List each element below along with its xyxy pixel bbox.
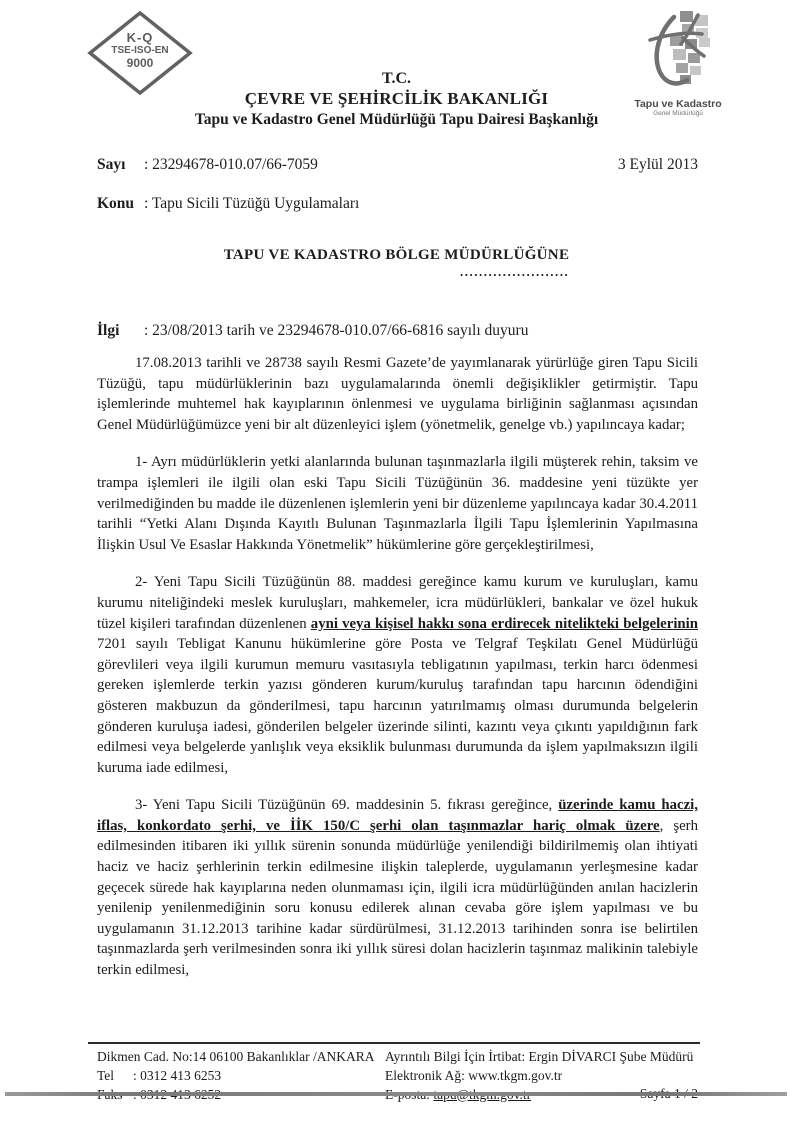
sayi-row: [97, 156, 698, 174]
footer-tel-row: [97, 1067, 385, 1086]
kq-logo-text: [86, 30, 194, 70]
letter-body: [97, 353, 698, 998]
document-date: 3 Eylül 2013: [617, 156, 698, 173]
footer-contact: Ayrıntılı Bilgi İçin İrtibat: Ergin DİVARCI Şube Müdürü: [385, 1049, 694, 1064]
footer-tel-value: : 0312 413 6253: [133, 1067, 222, 1083]
konu-row: [97, 195, 698, 213]
paragraph-item-3: [97, 795, 698, 980]
footer-web: Elektronik Ağ: www.tkgm.gov.tr: [385, 1067, 563, 1083]
item-2-emphasis: ayni veya kişisel hakkı sona erdirecek nitelikteki belgelerinin: [310, 615, 698, 632]
recipient-title: TAPU VE KADASTRO BÖLGE MÜDÜRLÜĞÜNE: [223, 247, 570, 263]
item-2-post: 7201 sayılı Tebligat Kanunu hükümlerine göre Posta ve Telgraf Teşkilatı Genel Müdürlüğü görevlileri veya ilgili kurumun memuru vasıtasıyla tebligatının yapılması, terkin harcı ödenmesi gereken işlemlerde terkin yazısı gönderen kurum/kuruluş tarafından tapu harcının ödendiğini gösteren makbuzun da gönderilmesi, tapu harcının yatırılmamış olması durumunda belgelerin gönderen kuruluşa iadesi, gönderilen belgeler üzerinde silinti, kazıntı veya çıkıntı yapıldığının fark edilmesi veya belgelerde yanlışlık veya eksiklik bulunması durumunda da işlem yapılmaksızın ilgili kuruma iade edilmesi,: [97, 636, 698, 776]
item-3-pre: 3- Yeni Tapu Sicili Tüzüğünün 69. maddesinin 5. fıkrası gereğince,: [135, 797, 559, 814]
sayi-value: : 23294678-010.07/66-7059: [144, 156, 318, 173]
paragraph-intro: 17.08.2013 tarihli ve 28738 sayılı Resmi Gazete’de yayımlanarak yürürlüğe giren Tapu Sicili Tüzüğü, tapu müdürlüklerinin bazı uygulamalarında önemli değişiklikler getirmiştir. Tapu işlemlerinde muhtemel hak kayıplarının önlenmesi ve uygulama birliğinin sağlanması açısından Genel Müdürlüğümüzce yeni bir alt düzenleyici işlem (yönetmelik, genelge vb.) yapılıncaya kadar;: [97, 355, 698, 433]
item-3-emphasis: üzerinde kamu haczi, iflas, konkordato şerhi, ve İİK 150/C şerhi olan taşınmazlar hariç olmak üzere: [97, 797, 698, 834]
letterhead-department: Tapu ve Kadastro Genel Müdürlüğü Tapu Dairesi Başkanlığı: [194, 111, 599, 128]
tk-logo-name: Tapu ve Kadastro: [634, 98, 722, 110]
tk-emblem-icon: [638, 10, 718, 92]
footer: [88, 1042, 700, 1106]
tapu-kadastro-logo: [618, 10, 738, 117]
kq-logo-line2: TSE-ISO-EN: [111, 45, 169, 56]
item-2-pre: 2- Yeni Tapu Sicili Tüzüğünün 88. maddesi gereğince kamu kurum ve kuruluşları, kamu kurumu niteliğindeki meslek kuruluşları, mahkemeler, icra müdürlükleri, bankalar ve özel hukuk tüzel kişileri tarafından düzenlenen: [97, 574, 698, 632]
recipient-dots: .......................: [460, 264, 570, 279]
recipient-inner: [224, 247, 570, 277]
kq-logo-line3: 9000: [126, 56, 154, 70]
item-3-post: , şerh edilmesinden itibaren iki yıllık sürenin sonunda müdürlüğe yenilendiği bildirilmemiş olan ihtiyati haciz ve haciz şerhlerinin terkin edilmesine ilişkin taleplerde, uygulamanın yerleşmesine kadar geçecek sürede hak kayıplarına neden olunmaması için, ilgili icra müdürlüğünden anılan hacizlerin yenilenip yenilenmediğinin soru konusu edilerek alınan cevaba göre işlem yapılması ve bu uygulamanın 31.12.2013 tarihine kadar sürdürülmesi, 31.12.2013 tarihinden sonra ise belirtilen taşınmazlarda şerh verilmesinden sonra iki yıllık süresi dolan hacizlerin taşınmaz malikinin talebiyle terkin edilmesi,: [97, 817, 698, 979]
paragraph-item-1: 1- Ayrı müdürlüklerin yetki alanlarında bulunan taşınmazlarla ilgili müşterek rehin, taksim ve trampa işlemleri ile ilgili olan eski Tapu Sicili Tüzüğünün 36. maddesine yeni tüzükte yer verilmediğinden bu madde ile düzenlenen işlemlerin yeni bir düzenleme yapılıncaya kadar 30.4.2011 tarihli “Yetki Alanı Dışında Kayıtlı Bulunan Taşınmazlarla İlgili Tapu İşlemlerinin Yapılmasına İlişkin Usul Ve Esaslar Hakkında Yönetmelik” hükümlerine göre gerçekleştirilmesi,: [97, 454, 698, 553]
tk-logo-subname: Genel Müdürlüğü: [653, 110, 703, 117]
scan-bottom-edge: [5, 1092, 787, 1096]
letterhead-tc: T.C.: [381, 70, 412, 87]
ilgi-row: [97, 322, 698, 340]
konu-value: : Tapu Sicili Tüzüğü Uygulamaları: [144, 195, 360, 212]
footer-address: Dikmen Cad. No:14 06100 Bakanlıklar /ANKARA: [97, 1049, 375, 1064]
ilgi-value: : 23/08/2013 tarih ve 23294678-010.07/66-6816 sayılı duyuru: [144, 322, 529, 339]
sayi-label: Sayı: [97, 156, 126, 173]
paragraph-item-2: [97, 572, 698, 778]
konu-label: Konu: [97, 195, 135, 212]
footer-tel-label: Tel: [97, 1067, 115, 1083]
ilgi-label: İlgi: [97, 322, 120, 339]
kq-logo-line1: K-Q: [126, 30, 154, 45]
letterhead-ministry: ÇEVRE VE ŞEHİRCİLİK BAKANLIĞI: [244, 89, 549, 108]
recipient-block: [0, 247, 793, 281]
